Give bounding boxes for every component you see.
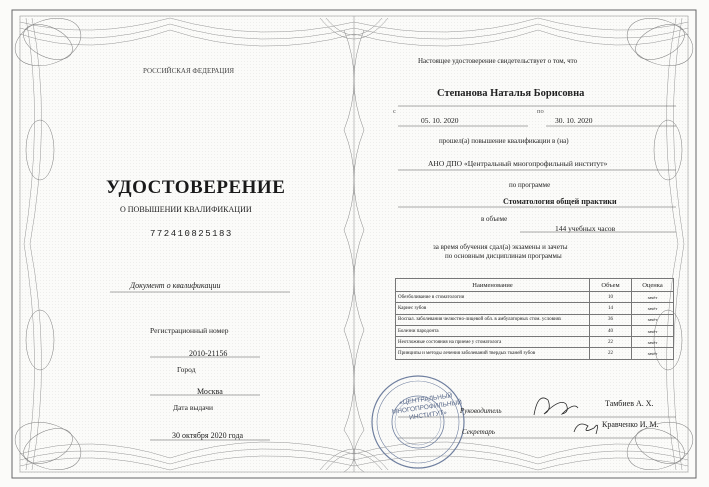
subject-grade: зачёт (631, 348, 673, 359)
country-name: РОССИЙСКАЯ ФЕДЕРАЦИЯ (143, 67, 235, 75)
subject-name: Воспал. заболевания челюстно-лицевой обл. в амбулаторных стом. условиях (396, 314, 590, 325)
city-label: Город (177, 365, 196, 374)
registration-number: 2010-21156 (189, 349, 228, 358)
date-to: 30. 10. 2020 (555, 116, 593, 125)
subject-volume: 10 (590, 292, 632, 303)
institution-stamp (368, 372, 468, 472)
document-type: Документ о квалификации (130, 281, 221, 290)
issue-date-value: 30 октября 2020 года (172, 431, 244, 440)
header-name: Наименование (396, 279, 590, 292)
subject-grade: зачёт (631, 303, 673, 314)
volume-label: в объеме (481, 215, 508, 223)
document-title: УДОСТОВЕРЕНИЕ (106, 177, 286, 198)
document-subtitle: О ПОВЫШЕНИИ КВАЛИФИКАЦИИ (120, 205, 252, 214)
subject-name: Болезни пародонта (396, 325, 590, 336)
subjects-table (395, 278, 674, 360)
issue-date-label: Дата выдачи (173, 403, 214, 412)
to-label: по (537, 108, 544, 115)
subject-volume: 40 (590, 325, 632, 336)
city-value: Москва (197, 387, 223, 396)
hours-value: 144 учебных часов (555, 224, 616, 233)
table-row (396, 337, 674, 348)
table-row (396, 303, 674, 314)
subject-volume: 36 (590, 314, 632, 325)
table-row (396, 314, 674, 325)
subject-name: Неотложные состояния на приеме у стоматолога (396, 337, 590, 348)
secretary-name: Кравченко И. М. (602, 420, 659, 429)
subject-grade: зачёт (631, 314, 673, 325)
header-volume: Объем (590, 279, 632, 292)
table-row (396, 325, 674, 336)
subject-grade: зачёт (631, 337, 673, 348)
subject-name: Кариес зубов (396, 303, 590, 314)
subject-name: Принципы и методы лечения заболеваний твердых тканей зубов (396, 348, 590, 359)
training-text: прошел(а) повышение квалификации в (на) (439, 137, 569, 145)
secretary-role: Секретарь (462, 428, 495, 436)
institution-name: АНО ДПО «Центральный многопрофильный институт» (428, 159, 608, 168)
stamp-text: «ЦЕНТРАЛЬНЫЙ МНОГОПРОФИЛЬНЫЙ ИНСТИТУТ» (391, 392, 463, 422)
subject-grade: зачёт (631, 325, 673, 336)
head-role: Руководитель (460, 407, 502, 415)
exam-text-line1: за время обучения сдал(а) экзамены и зачеты (433, 243, 568, 251)
exam-text-line2: по основным дисциплинам программы (445, 252, 562, 260)
certificate-number: 772410825183 (150, 229, 233, 239)
program-name: Стоматология общей практики (503, 197, 617, 206)
date-from: 05. 10. 2020 (421, 116, 459, 125)
table-header-row (396, 279, 674, 292)
from-label: с (393, 108, 396, 115)
subject-volume: 22 (590, 337, 632, 348)
subject-volume: 14 (590, 303, 632, 314)
subject-name: Обезболивание в стоматологии (396, 292, 590, 303)
subject-volume: 22 (590, 348, 632, 359)
table-row (396, 348, 674, 359)
program-label: по программе (509, 181, 551, 189)
attest-text: Настоящее удостоверение свидетельствует о том, что (418, 57, 578, 65)
header-grade: Оценка (631, 279, 673, 292)
subject-grade: зачёт (631, 292, 673, 303)
head-name: Тамбиев А. Х. (605, 399, 654, 408)
holder-name: Степанова Наталья Борисовна (437, 88, 585, 99)
registration-label: Регистрационный номер (150, 326, 229, 335)
table-row (396, 292, 674, 303)
